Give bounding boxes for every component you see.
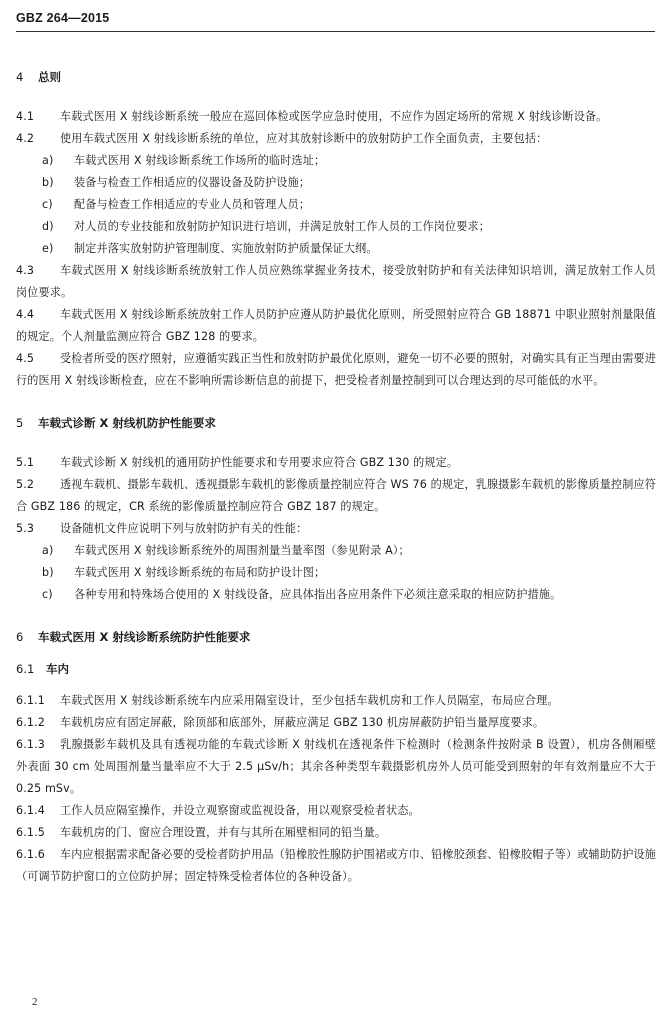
clause-number: 5.3	[16, 522, 35, 535]
section-number: 4	[16, 70, 24, 84]
section-heading-4	[16, 66, 656, 88]
list-label: b)	[42, 176, 54, 189]
list-item	[16, 194, 656, 216]
clause-4-2	[16, 128, 656, 150]
clause-number: 6.1.5	[16, 826, 45, 839]
clause-text: 使用车载式医用 X 射线诊断系统的单位，应对其放射诊断中的放射防护工作全面负责，主要包括：	[60, 132, 548, 145]
list-text: 车载式医用 X 射线诊断系统工作场所的临时选址；	[74, 154, 326, 167]
list-item	[16, 562, 656, 584]
clause-5-2	[16, 474, 656, 518]
clause-text: 乳腺摄影车载机及具有透视功能的车载式诊断 X 射线机在透视条件下检测时（检测条件按附录 B 设置），机房各侧厢壁外表面 30 cm 处周围剂量当量率应不大于 2.5 μSv/h；其余各种类型车载摄影机房外人员可能受到照射的年有效剂量应不大于 0.25 mSv。	[16, 738, 656, 795]
clause-text: 车载式医用 X 射线诊断系统放射工作人员防护应遵从防护最优化原则，所受照射应符合 GB 18871 中职业照射剂量限值的规定。个人剂量监测应符合 GBZ 128 的要求。	[16, 308, 656, 343]
subsection-title: 车内	[46, 662, 69, 676]
subsection-number: 6.1	[16, 662, 35, 676]
clause-number: 5.1	[16, 456, 35, 469]
clause-text: 车载式医用 X 射线诊断系统一般应在巡回体检或医学应急时使用，不应作为固定场所的常规 X 射线诊断设备。	[60, 110, 608, 123]
list-item	[16, 150, 656, 172]
clause-text: 车载机房的门、窗应合理设置，并有与其所在厢壁相同的铅当量。	[60, 826, 387, 839]
clause-number: 6.1.6	[16, 848, 45, 861]
header-rule	[16, 31, 655, 32]
clause-text: 透视车载机、摄影车载机、透视摄影车载机的影像质量控制应符合 WS 76 的规定，乳腺摄影车载机的影像质量控制应符合 GBZ 186 的规定，CR 系统的影像质量控制应符合 GBZ 187 的规定。	[16, 478, 656, 513]
clause-6-1-4	[16, 800, 656, 822]
list-text: 装备与检查工作相适应的仪器设备及防护设施；	[74, 176, 311, 189]
clause-number: 4.4	[16, 308, 35, 321]
section-title: 车载式医用 X 射线诊断系统防护性能要求	[38, 630, 251, 644]
clause-4-4	[16, 304, 656, 348]
clause-number: 6.1.3	[16, 738, 45, 751]
list-label: a)	[42, 154, 54, 167]
list-label: d)	[42, 220, 54, 233]
clause-text: 车载式医用 X 射线诊断系统车内应采用隔室设计，至少包括车载机房和工作人员隔室，布局应合理。	[60, 694, 559, 707]
list-item	[16, 540, 656, 562]
clause-number: 6.1.2	[16, 716, 45, 729]
clause-6-1-1	[16, 690, 656, 712]
list-text: 制定并落实放射防护管理制度、实施放射防护质量保证大纲。	[74, 242, 378, 255]
clause-6-1-3	[16, 734, 656, 800]
clause-4-1	[16, 106, 656, 128]
clause-text: 车载机房应有固定屏蔽，除顶部和底部外，屏蔽应满足 GBZ 130 机房屏蔽防护铅当量厚度要求。	[60, 716, 545, 729]
section-title: 车载式诊断 X 射线机防护性能要求	[38, 416, 216, 430]
section-heading-5	[16, 412, 656, 434]
clause-number: 5.2	[16, 478, 35, 491]
subsection-heading-6-1	[16, 658, 656, 680]
list-label: a)	[42, 544, 54, 557]
document-body	[16, 66, 656, 888]
list-item	[16, 238, 656, 260]
list-label: e)	[42, 242, 54, 255]
clause-6-1-2	[16, 712, 656, 734]
list-label: c)	[42, 198, 53, 211]
clause-4-3	[16, 260, 656, 304]
clause-text: 车载式诊断 X 射线机的通用防护性能要求和专用要求应符合 GBZ 130 的规定。	[60, 456, 459, 469]
clause-4-5	[16, 348, 656, 392]
clause-number: 4.2	[16, 132, 35, 145]
document-code: GBZ 264—2015	[16, 11, 110, 25]
clause-number: 6.1.4	[16, 804, 45, 817]
clause-text: 工作人员应隔室操作，并设立观察窗或监视设备，用以观察受检者状态。	[60, 804, 420, 817]
clause-number: 4.1	[16, 110, 35, 123]
clause-text: 车内应根据需求配备必要的受检者防护用品（铅橡胶性腺防护围裙或方巾、铅橡胶颈套、铅橡胶帽子等）或辅助防护设施（可调节防护窗口的立位防护屏；固定特殊受检者体位的各种设备）。	[16, 848, 656, 883]
list-text: 车载式医用 X 射线诊断系统外的周围剂量当量率图（参见附录 A）；	[74, 544, 410, 557]
clause-6-1-5	[16, 822, 656, 844]
clause-5-3	[16, 518, 656, 540]
list-text: 对人员的专业技能和放射防护知识进行培训，并满足放射工作人员的工作岗位要求；	[74, 220, 491, 233]
list-text: 各种专用和特殊场合使用的 X 射线设备，应具体指出各应用条件下必须注意采取的相应防护措施。	[74, 588, 562, 601]
clause-number: 4.3	[16, 264, 35, 277]
page-number: 2	[32, 996, 38, 1008]
section-number: 6	[16, 630, 24, 644]
clause-text: 车载式医用 X 射线诊断系统放射工作人员应熟练掌握业务技术，接受放射防护和有关法律知识培训，满足放射工作人员岗位要求。	[16, 264, 656, 299]
list-text: 配备与检查工作相适应的专业人员和管理人员；	[74, 198, 311, 211]
clause-text: 受检者所受的医疗照射，应遵循实践正当性和放射防护最优化原则，避免一切不必要的照射，对确实具有正当理由需要进行的医用 X 射线诊断检查，应在不影响所需诊断信息的前提下，把受检者剂量控制到可以合理达到的尽可能低的水平。	[16, 352, 656, 387]
list-item	[16, 172, 656, 194]
list-item	[16, 216, 656, 238]
section-number: 5	[16, 416, 24, 430]
list-item	[16, 584, 656, 606]
clause-text: 设备随机文件应说明下列与放射防护有关的性能：	[60, 522, 308, 535]
section-title: 总则	[38, 70, 61, 84]
clause-number: 6.1.1	[16, 694, 45, 707]
list-label: b)	[42, 566, 54, 579]
section-heading-6	[16, 626, 656, 648]
clause-number: 4.5	[16, 352, 35, 365]
clause-5-1	[16, 452, 656, 474]
list-label: c)	[42, 588, 53, 601]
clause-6-1-6	[16, 844, 656, 888]
list-text: 车载式医用 X 射线诊断系统的布局和防护设计图；	[74, 566, 326, 579]
